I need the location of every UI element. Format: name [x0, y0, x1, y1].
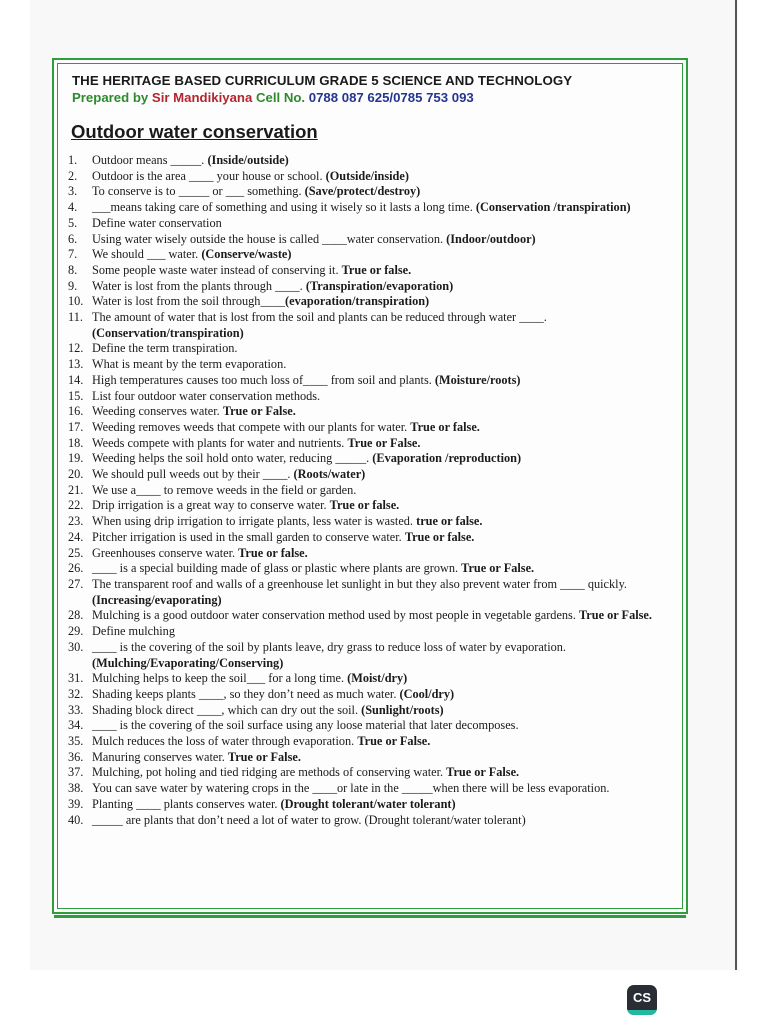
question-text [92, 765, 688, 781]
question-text [92, 561, 688, 577]
question-number: 26. [68, 561, 84, 576]
question-body: Pitcher irrigation is used in the small garden to conserve water. [92, 529, 405, 544]
question-item [68, 153, 688, 169]
curriculum-heading: THE HERITAGE BASED CURRICULUM GRADE 5 SCIENCE AND TECHNOLOGY [72, 73, 573, 88]
question-number: 15. [68, 388, 84, 403]
question-body: You can save water by watering crops in the ____or late in the _____when there will be less evaporation. [92, 781, 610, 796]
question-body: Water is lost from the plants through ____. [92, 278, 306, 293]
question-text [92, 200, 688, 216]
question-item [68, 294, 688, 310]
question-text [92, 294, 688, 310]
cell-label: Cell No. [255, 90, 309, 105]
question-item [68, 640, 688, 671]
question-body: We should ___ water. [92, 247, 202, 262]
question-number: 23. [68, 514, 84, 529]
question-item [68, 797, 688, 813]
question-text [92, 750, 688, 766]
question-number: 16. [68, 404, 84, 419]
question-answer-options: true or false. [416, 514, 483, 529]
question-text [92, 263, 688, 279]
question-item [68, 530, 688, 546]
question-answer-options: (Conservation/transpiration) [92, 325, 244, 340]
question-body: ___means taking care of something and using it wisely so it lasts a long time. [92, 200, 476, 215]
question-item [68, 608, 688, 624]
question-answer-options: (Drought tolerant/water tolerant) [280, 796, 456, 811]
question-body: Drip irrigation is a great way to conserve water. [92, 498, 330, 513]
question-text [92, 577, 688, 608]
question-text [92, 451, 688, 467]
question-body: The amount of water that is lost from the soil and plants can be reduced through water ____. [92, 310, 547, 325]
prepared-by-label: Prepared by [72, 90, 152, 105]
question-text [92, 608, 688, 624]
question-text [92, 797, 688, 813]
question-body: Shading keeps plants ____, so they don’t need as much water. [92, 686, 400, 701]
question-answer-options: True or False. [347, 435, 421, 450]
question-text [92, 341, 688, 357]
document-border-bottom [54, 915, 686, 918]
question-answer-options: (Conservation /transpiration) [475, 200, 631, 215]
question-body: ____ is the covering of the soil surface using any loose material that later decomposes. [92, 718, 519, 733]
question-number: 19. [68, 451, 84, 466]
question-answer-options: True or False. [227, 749, 301, 764]
question-item [68, 200, 688, 216]
question-number: 28. [68, 608, 84, 623]
question-item [68, 671, 688, 687]
question-item [68, 232, 688, 248]
question-item [68, 687, 688, 703]
question-number: 10. [68, 294, 84, 309]
question-item [68, 404, 688, 420]
question-answer-options: (Increasing/evaporating) [92, 592, 222, 607]
question-item [68, 813, 688, 829]
question-answer-options: (Transpiration/evaporation) [305, 278, 454, 293]
question-number: 27. [68, 576, 84, 591]
question-body: Using water wisely outside the house is called ____water conservation. [92, 231, 447, 246]
question-text [92, 624, 688, 640]
question-answer-options: True or false. [238, 545, 308, 560]
question-number: 34. [68, 718, 84, 733]
question-item [68, 765, 688, 781]
question-text [92, 781, 688, 797]
question-number: 35. [68, 734, 84, 749]
question-item [68, 781, 688, 797]
question-body: The transparent roof and walls of a greenhouse let sunlight in but they also prevent water from ____ quickly. [92, 576, 627, 591]
question-body: What is meant by the term evaporation. [92, 357, 287, 372]
question-text [92, 420, 688, 436]
question-item [68, 514, 688, 530]
question-number: 40. [68, 812, 84, 827]
sheet-edge [735, 0, 737, 970]
cell-numbers: 0788 087 625/0785 753 093 [308, 90, 474, 105]
question-text [92, 373, 688, 389]
question-item [68, 263, 688, 279]
question-body: Mulch reduces the loss of water through evaporation. [92, 734, 358, 749]
question-text [92, 671, 688, 687]
question-item [68, 577, 688, 608]
question-number: 5. [68, 215, 78, 230]
question-text [92, 153, 688, 169]
question-number: 29. [68, 624, 84, 639]
question-number: 6. [68, 231, 78, 246]
question-item [68, 750, 688, 766]
question-text [92, 703, 688, 719]
question-number: 33. [68, 702, 84, 717]
question-text [92, 514, 688, 530]
question-body: List four outdoor water conservation methods. [92, 388, 321, 403]
question-answer-options: (Outside/inside) [325, 168, 409, 183]
question-body: Greenhouses conserve water. [92, 545, 239, 560]
question-number: 38. [68, 781, 84, 796]
question-number: 37. [68, 765, 84, 780]
question-text [92, 436, 688, 452]
question-item [68, 703, 688, 719]
question-item [68, 718, 688, 734]
question-body: Manuring conserves water. [92, 749, 228, 764]
question-number: 22. [68, 498, 84, 513]
question-item [68, 420, 688, 436]
page-title: Outdoor water conservation [71, 121, 318, 142]
question-body: Weeds compete with plants for water and nutrients. [92, 435, 348, 450]
question-text [92, 734, 688, 750]
question-body: Weeding helps the soil hold onto water, reducing _____. [92, 451, 373, 466]
question-text [92, 232, 688, 248]
camscanner-logo-text: CS [632, 990, 652, 1005]
question-item [68, 498, 688, 514]
question-text [92, 389, 688, 405]
question-number: 12. [68, 341, 84, 356]
question-number: 24. [68, 529, 84, 544]
question-answer-options: (Evaporation /reproduction) [372, 451, 522, 466]
question-body: _____ are plants that don’t need a lot of water to grow. (Drought tolerant/water tolerant) [92, 812, 526, 827]
question-body: Mulching helps to keep the soil___ for a long time. [92, 671, 348, 686]
question-item [68, 373, 688, 389]
question-item [68, 247, 688, 263]
question-body: Shading block direct ____, which can dry out the soil. [92, 702, 362, 717]
question-item [68, 436, 688, 452]
question-body: Mulching, pot holing and tied ridging are methods of conserving water. [92, 765, 447, 780]
question-body: Outdoor means _____. [92, 153, 208, 167]
question-body: We use a____ to remove weeds in the field or garden. [92, 482, 357, 497]
question-body: Define mulching [92, 624, 175, 639]
question-body: Mulching is a good outdoor water conservation method used by most people in vegetable gardens. [92, 608, 579, 623]
question-text [92, 530, 688, 546]
question-body: Water is lost from the soil through____ [92, 294, 286, 309]
question-answer-options: True or false. [329, 498, 400, 513]
question-answer-options: True or False. [357, 734, 431, 749]
question-text [92, 357, 688, 373]
question-answer-options: True or false. [341, 262, 412, 277]
question-item [68, 279, 688, 295]
question-text [92, 640, 688, 671]
question-text [92, 216, 688, 232]
question-body: To conserve is to _____ or ___ something. [92, 184, 305, 199]
question-text [92, 184, 688, 200]
question-item [68, 310, 688, 341]
question-answer-options: (Sunlight/roots) [361, 702, 444, 717]
question-answer-options: True or False. [578, 608, 652, 623]
question-number: 8. [68, 262, 78, 277]
question-number: 21. [68, 482, 84, 497]
question-body: Weeding conserves water. [92, 404, 223, 419]
question-item [68, 341, 688, 357]
question-number: 25. [68, 545, 84, 560]
prepared-by-line [72, 90, 672, 105]
question-body: Weeding removes weeds that compete with our plants for water. [92, 419, 411, 434]
question-text [92, 279, 688, 295]
question-text [92, 687, 688, 703]
question-text [92, 467, 688, 483]
question-item [68, 184, 688, 200]
question-text [92, 247, 688, 263]
question-number: 1. [68, 153, 78, 167]
question-number: 4. [68, 200, 78, 215]
question-item [68, 169, 688, 185]
question-number: 11. [68, 310, 83, 325]
question-text [92, 404, 688, 420]
question-text [92, 483, 688, 499]
question-item [68, 357, 688, 373]
question-body: We should pull weeds out by their ____. [92, 467, 294, 482]
question-item [68, 561, 688, 577]
question-number: 13. [68, 357, 84, 372]
question-answer-options: (Cool/dry) [399, 686, 455, 701]
question-answer-options: True or False. [222, 404, 296, 419]
question-answer-options: (Moisture/roots) [434, 372, 521, 387]
question-number: 7. [68, 247, 78, 262]
question-number: 17. [68, 419, 84, 434]
camscanner-logo-bar [627, 1010, 657, 1015]
question-answer-options: (Save/protect/destroy) [304, 184, 421, 199]
question-answer-options: (Inside/outside) [207, 153, 289, 167]
question-item [68, 483, 688, 499]
question-body: Define water conservation [92, 215, 222, 230]
question-number: 9. [68, 278, 78, 293]
question-item [68, 451, 688, 467]
question-number: 14. [68, 372, 84, 387]
question-body: High temperatures causes too much loss of____ from soil and plants. [92, 372, 435, 387]
question-text [92, 718, 688, 734]
question-item [68, 467, 688, 483]
question-answer-options: True or false. [410, 419, 480, 434]
question-number: 31. [68, 671, 84, 686]
question-answer-options: (evaporation/transpiration) [285, 294, 430, 309]
question-item [68, 216, 688, 232]
question-number: 30. [68, 639, 84, 654]
question-body: Planting ____ plants conserves water. [92, 796, 281, 811]
question-number: 2. [68, 168, 78, 183]
question-number: 32. [68, 686, 84, 701]
question-item [68, 734, 688, 750]
question-number: 3. [68, 184, 78, 199]
question-number: 36. [68, 749, 84, 764]
question-answer-options: (Roots/water) [293, 467, 366, 482]
question-body: Define the term transpiration. [92, 341, 238, 356]
question-answer-options: (Mulching/Evaporating/Conserving) [92, 655, 284, 670]
question-answer-options: True or False. [446, 765, 520, 780]
question-answer-options: True or False. [461, 561, 535, 576]
question-text [92, 498, 688, 514]
question-item [68, 389, 688, 405]
question-text [92, 813, 688, 829]
question-answer-options: True or false. [404, 529, 475, 544]
author-name: Sir Mandikiyana [151, 90, 256, 105]
question-text [92, 546, 688, 562]
question-number: 18. [68, 435, 84, 450]
question-body: Some people waste water instead of conserving it. [92, 262, 342, 277]
question-body: When using drip irrigation to irrigate plants, less water is wasted. [92, 514, 417, 529]
camscanner-logo [627, 985, 657, 1015]
question-text [92, 310, 688, 341]
question-list [68, 153, 688, 828]
question-answer-options: (Conserve/waste) [201, 247, 292, 262]
question-text [92, 169, 688, 185]
question-answer-options: (Moist/dry) [347, 671, 408, 686]
question-number: 39. [68, 796, 84, 811]
question-number: 20. [68, 467, 84, 482]
question-item [68, 546, 688, 562]
question-body: ____ is a special building made of glass or plastic where plants are grown. [92, 561, 462, 576]
question-item [68, 624, 688, 640]
question-body: ____ is the covering of the soil by plants leave, dry grass to reduce loss of water by evaporation. [92, 639, 566, 654]
question-answer-options: (Indoor/outdoor) [446, 231, 536, 246]
question-body: Outdoor is the area ____ your house or school. [92, 168, 326, 183]
